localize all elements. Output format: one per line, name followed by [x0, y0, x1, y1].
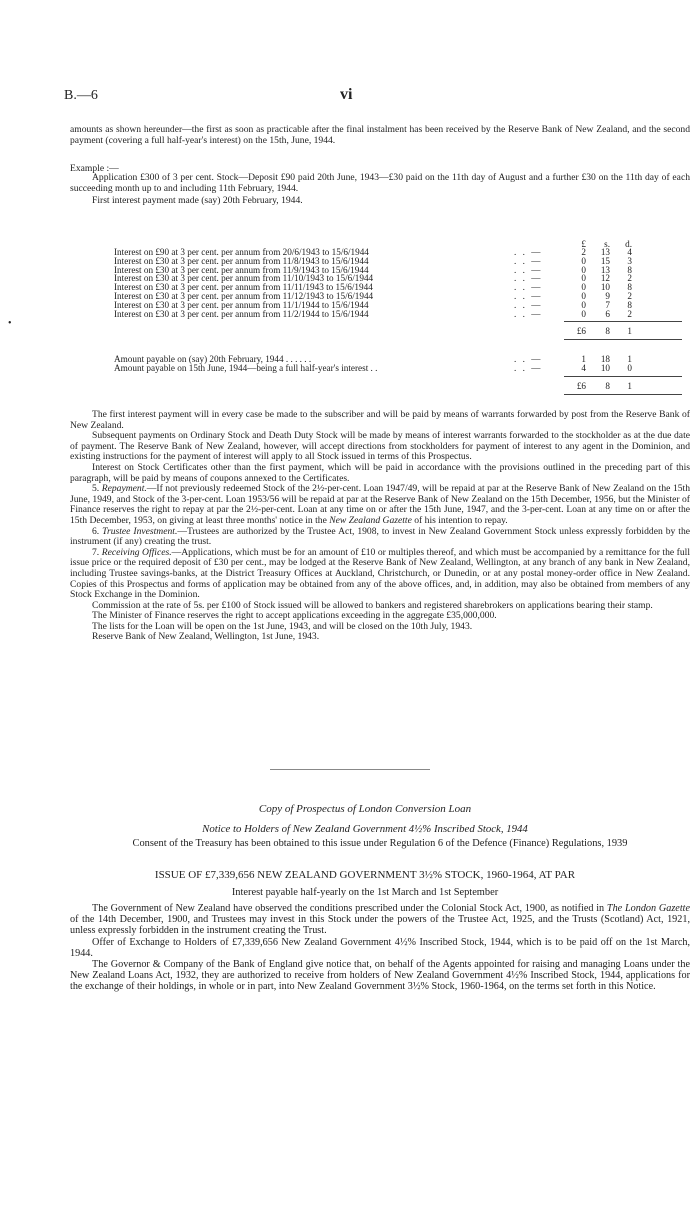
amount-row: 0 13 8 [581, 264, 632, 275]
amount-row: 0 12 2 [581, 273, 632, 284]
amount-row: 0 9 2 [581, 290, 632, 301]
table-row: Interest on £30 at 3 per cent. per annum from 11/9/1943 to 15/6/1944 . . — [114, 264, 543, 275]
receiving-offices-paragraph: 7. Receiving Offices.—Applications, which must be for an amount of £10 or multiples thereof, and which must be accompanied by a remittance for the full issue price or the required deposit of £30 per cent., may be lodged at the Reserve Bank of New Zealand, Wellington, at any branch of any bank in New Zealand, including Trustee savings-banks, at the District Treasury Offices at Auckland, Christchurch, or Dunedin, or at any postal money-order office in New Zealand. Copies of this Prospectus and forms of application may be obtained from any of the above offices, and, in addition, may also be obtained from members of any Stock Exchange in the Dominion. [70, 546, 690, 601]
application-text: Application £300 of 3 per cent. Stock—Deposit £90 paid 20th June, 1943—£30 paid on the 11th day of August and a further £30 on the 11th day of each succeeding month up to and including 11th February, 1944. [70, 172, 690, 194]
amount-row: 4 10 0 [581, 362, 632, 373]
section-divider [270, 769, 430, 770]
paragraph: The lists for the Loan will be open on the 1st June, 1943, and will be closed on the 10th July, 1943. [92, 620, 473, 632]
table-row: Interest on £90 at 3 per cent. per annum from 20/6/1943 to 15/6/1944 . . — [114, 247, 543, 257]
table-row: Interest on £30 at 3 per cent. per annum from 11/1/1944 to 15/6/1944 . . — [114, 299, 543, 310]
table-row: Amount payable on (say) 20th February, 1944 . . . . . . . . — [114, 354, 543, 364]
interest-amounts [562, 248, 682, 318]
paragraph: Subsequent payments on Ordinary Stock and Death Duty Stock will be made by means of interest warrants forwarded to the stockholder as at the due date of payment. The Reserve Bank of New Zealand, however, will accept directions from stockholders for payment of interest to any agent in the Dominion, and existing instructions for the payment of interest will apply to all Stock issued in terms of this Prospectus. [70, 430, 690, 463]
example-label: Example :— [70, 163, 119, 174]
body-text [70, 410, 690, 643]
table-rule [564, 394, 682, 395]
signature-line: Reserve Bank of New Zealand, Wellington, 1st June, 1943. [92, 631, 320, 643]
treasury-consent: Consent of the Treasury has been obtained to this issue under Regulation 6 of the Defence (Finance) Regulations, 1939 [132, 838, 628, 849]
trustee-paragraph: 6. Trustee Investment.—Trustees are authorized by the Trustee Act, 1908, to invest in New Zealand Government Stock unless expressly forbidden by the instrument (if any) creating the trust. [70, 525, 690, 548]
table-rule [564, 376, 682, 377]
table-row: Interest on £30 at 3 per cent. per annum from 11/8/1943 to 15/6/1944 . . — [114, 255, 543, 266]
table-row: Interest on £30 at 3 per cent. per annum from 11/2/1944 to 15/6/1944 . . — [114, 308, 543, 319]
amount-row: 0 15 3 [581, 255, 632, 266]
table-row: Interest on £30 at 3 per cent. per annum from 11/10/1943 to 15/6/1944 . . — [114, 273, 543, 284]
london-body [70, 903, 690, 993]
paragraph: Offer of Exchange to Holders of £7,339,656 New Zealand Government 4½% Inscribed Stock, 1944, which is to be paid off on the 1st March, 1944. [70, 936, 690, 959]
table-row: Interest on £30 at 3 per cent. per annum from 11/11/1943 to 15/6/1944 . . — [114, 282, 543, 293]
payable-table [114, 355, 544, 373]
paragraph: The Government of New Zealand have observed the conditions prescribed under the Colonial Stock Act, 1900, as notified in The London Gazette of the 14th December, 1900, and Trustees may invest in this Stock under the powers of the Trustee Act, 1925, and the Trusts (Scotland) Act, 1921, unless expressly forbidden in the instrument creating the Trust. [70, 903, 690, 937]
amount-row: 0 7 8 [581, 299, 632, 310]
first-interest-line: First interest payment made (say) 20th February, 1944. [92, 195, 303, 206]
paragraph: Interest on Stock Certificates other than the first payment, which will be paid in accordance with the provisions outlined in the preceding part of this paragraph, will be paid by means of coupons annexed to the Certificates. [70, 461, 690, 484]
repayment-paragraph: 5. Repayment.—If not previously redeemed Stock of the 2½-per-cent. Loan 1947/49, will be repaid at par at the Reserve Bank of New Zealand on the 15th June, 1949, and Stock of the 3-per-cent. Loan 1953/56 will be repaid at par at the Reserve Bank of New Zealand on the 15th December, 1956, but the Minister of Finance reserves the right to repay at par the 2½-per-cent. Loan at any time on or after the 15th June, 1947, and the 3-per-cent. Loan at any time on or after the 15th December, 1953, on giving at least three months' notice in the New Zealand Gazette of his intention to repay. [70, 483, 691, 526]
paragraph: The Minister of Finance reserves the right to accept applications exceeding in the aggregate £35,000,000. [92, 610, 497, 622]
paragraph: The Governor & Company of the Bank of England give notice that, on behalf of the Agents appointed for raising and managing Loans under the New Zealand Loans Act, 1932, they are authorized to receive from holders of New Zealand Government 4½% Inscribed Stock, 1944, applications for the exchange of their holdings, in whole or in part, into New Zealand Government 3½% Stock, 1960-1964, on the terms set forth in this Notice. [70, 959, 690, 993]
paragraph: Commission at the rate of 5s. per £100 of Stock issued will be allowed to bankers and registered sharebrokers on applications bearing their stamp. [92, 599, 653, 611]
amount-row: 2 13 4 [581, 247, 632, 257]
notice-title: Notice to Holders of New Zealand Government 4½% Inscribed Stock, 1944 [202, 823, 528, 835]
page-number: vi [340, 86, 353, 103]
table-header: £ s. d. [581, 239, 632, 249]
page-reference: B.—6 [64, 88, 98, 103]
amount-row: 0 10 8 [581, 282, 632, 293]
table-rule [564, 321, 682, 322]
amount-row: 1 18 1 [581, 354, 632, 364]
interest-line: Interest payable half-yearly on the 1st March and 1st September [231, 887, 499, 898]
table-row: Amount payable on 15th June, 1944—being a full half-year's interest . . . . — [114, 362, 543, 373]
margin-mark: • [8, 318, 12, 329]
payable-amounts [562, 355, 682, 373]
table-row: Interest on £30 at 3 per cent. per annum from 11/12/1943 to 15/6/1944 . . — [114, 290, 543, 301]
issue-heading: ISSUE OF £7,339,656 NEW ZEALAND GOVERNMENT 3½% STOCK, 1960-1964, AT PAR [154, 869, 576, 881]
total-row: £6 8 1 [576, 381, 632, 391]
london-title: Copy of Prospectus of London Conversion Loan [258, 803, 472, 815]
amount-row: 0 6 2 [581, 308, 632, 319]
intro-paragraph: amounts as shown hereunder—the first as soon as practicable after the final instalment has been received by the Reserve Bank of New Zealand, and the second payment (covering a full half-year's interest) on the 15th, June, 1944. [70, 124, 690, 146]
paragraph: The first interest payment will in every case be made to the subscriber and will be paid by means of warrants forwarded by post from the Reserve Bank of New Zealand. [70, 409, 690, 431]
interest-table [114, 248, 544, 318]
total-row: £6 8 1 [576, 326, 632, 336]
table-rule [564, 339, 682, 340]
